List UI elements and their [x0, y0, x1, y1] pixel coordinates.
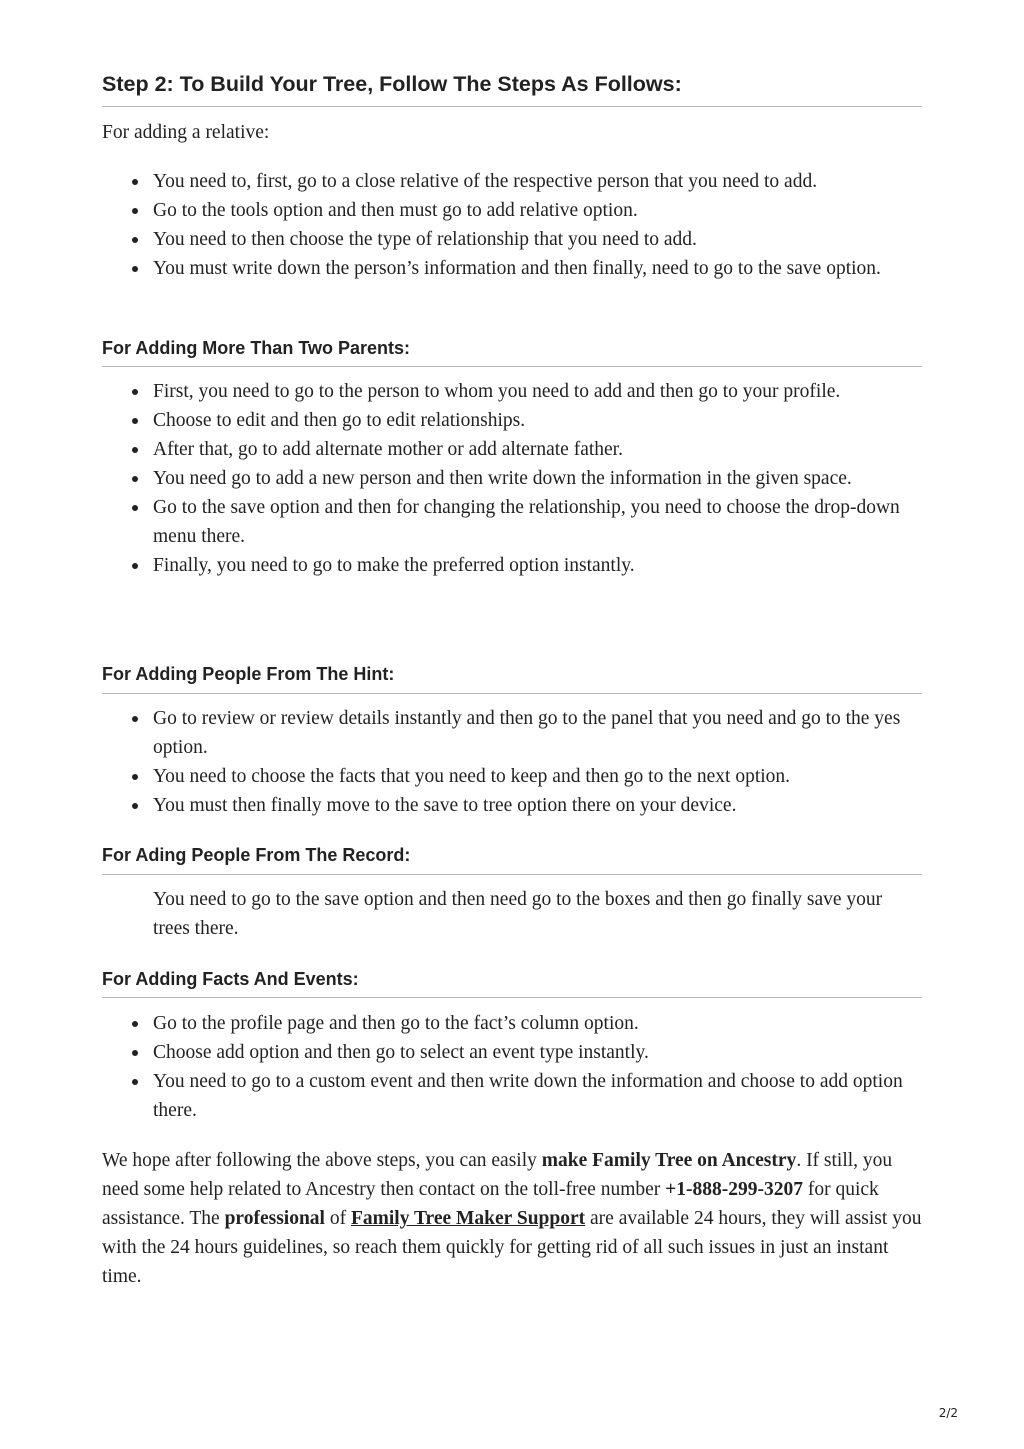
page-title: Step 2: To Build Your Tree, Follow The Steps As Follows:: [102, 72, 682, 96]
closing-text: . If still, you need some help related to Ancestry then contact on the toll-free number: [102, 1150, 893, 1200]
closing-text: of: [324, 1208, 351, 1229]
list-item: You must write down the person’s information and then finally, need to go to the save option.: [102, 254, 922, 283]
list-item: Go to the profile page and then go to the fact’s column option.: [102, 1009, 922, 1038]
section-list: [102, 1009, 922, 1125]
list-item: First, you need to go to the person to whom you need to add and then go to your profile.: [102, 377, 922, 406]
list-item: Finally, you need to go to make the preferred option instantly.: [102, 551, 922, 580]
section-list: [102, 704, 922, 820]
list-item: You need to, first, go to a close relative of the respective person that you need to add.: [102, 167, 922, 196]
intro-text: For adding a relative:: [102, 122, 270, 143]
list-item: Go to review or review details instantly and then go to the panel that you need and go to the yes option.: [102, 704, 922, 762]
list-item: You need to then choose the type of relationship that you need to add.: [102, 225, 922, 254]
list-item: You need go to add a new person and then write down the information in the given space.: [102, 464, 922, 493]
keyword-make-family-tree: make Family Tree on Ancestry: [541, 1150, 797, 1171]
section-list: [102, 377, 922, 580]
section-heading: For Adding People From The Hint:: [102, 664, 395, 684]
section-heading: For Adding Facts And Events:: [102, 969, 359, 989]
keyword-professional: professional: [224, 1208, 325, 1229]
list-item: Go to the tools option and then must go to add relative option.: [102, 196, 922, 225]
list-item: After that, go to add alternate mother or add alternate father.: [102, 435, 922, 464]
page-number: 2/2: [938, 1406, 958, 1420]
section-divider: [102, 693, 922, 694]
section-heading: For Ading People From The Record:: [102, 845, 411, 865]
section-text: You need to go to the save option and then need go to the boxes and then go finally save your trees there.: [153, 889, 883, 939]
phone-number: +1-888-299-3207: [665, 1179, 803, 1200]
section-divider: [102, 874, 922, 875]
closing-text: We hope after following the above steps, you can easily: [102, 1150, 542, 1171]
section-divider: [102, 997, 922, 998]
closing-text: are available 24 hours, they will assist you with the 24 hours guidelines, so reach them quickly for getting rid of all such issues in just an instant time.: [102, 1208, 922, 1287]
section-heading: For Adding More Than Two Parents:: [102, 338, 410, 358]
list-item: Choose to edit and then go to edit relationships.: [102, 406, 922, 435]
relative-steps-list: [102, 167, 922, 283]
closing-text: for quick assistance. The: [102, 1179, 879, 1229]
closing-paragraph: [102, 1146, 922, 1291]
list-item: Go to the save option and then for changing the relationship, you need to choose the drop-down menu there.: [102, 493, 922, 551]
list-item: You need to choose the facts that you need to keep and then go to the next option.: [102, 762, 922, 791]
list-item: You must then finally move to the save to tree option there on your device.: [102, 791, 922, 820]
section-divider: [102, 366, 922, 367]
list-item: Choose add option and then go to select an event type instantly.: [102, 1038, 922, 1067]
list-item: You need to go to a custom event and then write down the information and choose to add option there.: [102, 1067, 922, 1125]
support-link[interactable]: Family Tree Maker Support: [350, 1208, 586, 1229]
title-divider: [102, 106, 922, 107]
